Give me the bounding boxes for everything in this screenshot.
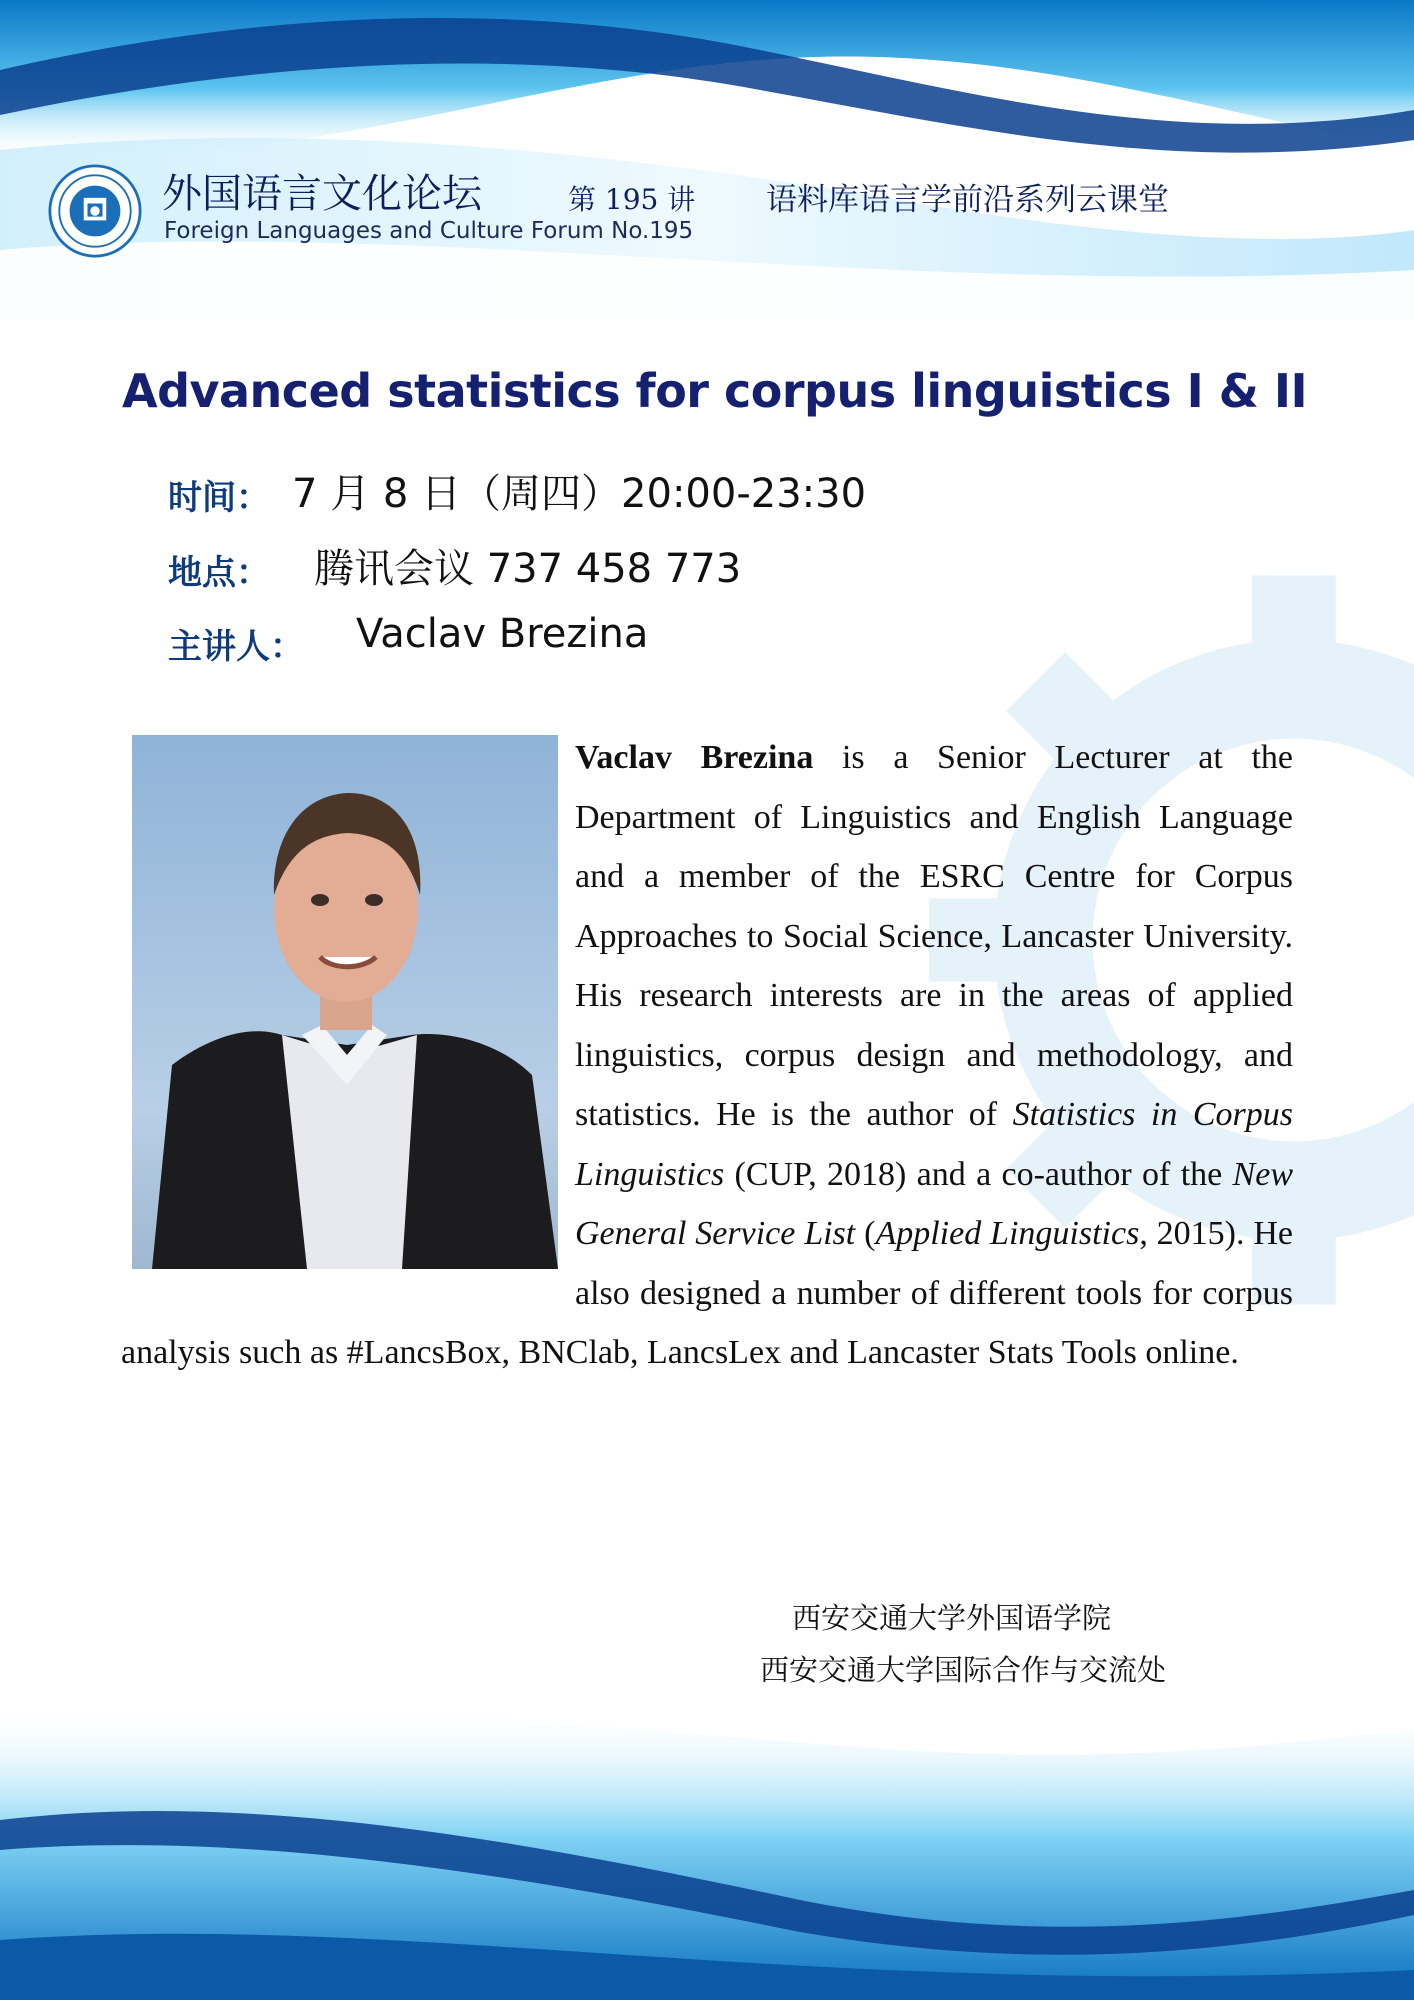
bio-text-1: is a Senior Lecturer at the Department of Linguistics and English Language and a member of the ESRC Centre for Corpus Approaches to Social Science, Lancaster University. His research interests are in the areas of applied linguistics, corpus design and methodology, and statistics. He is the author of [575, 739, 1293, 1133]
bio-name: Vaclav Brezina [575, 739, 814, 776]
photo-spacer [121, 728, 575, 1316]
lecture-number: 第 195 讲 [568, 183, 696, 216]
bio-book-1: Statistics in Corpus Linguistics [575, 1096, 1293, 1193]
speaker-value: Vaclav Brezina [356, 611, 649, 657]
series-title: 语料库语言学前沿系列云课堂 [766, 182, 1169, 218]
talk-title: Advanced statistics for corpus linguistics I & II [122, 364, 1308, 418]
forum-header [48, 162, 1378, 258]
bio-text-2: (CUP, 2018) and a co-author of the [724, 1155, 1233, 1193]
bio-text-4: , 2015). He also designed a number of different tools for corpus analysis such as #LancsBox, BNClab, LancsLex and Lancaster Stats Tools online. [121, 1215, 1294, 1371]
organizer-2: 西安交通大学国际合作与交流处 [760, 1653, 1167, 1687]
speaker-bio [121, 728, 1293, 1383]
bio-journal: Applied Linguistics [875, 1215, 1140, 1252]
bio-book-2: New General Service List [575, 1155, 1293, 1252]
place-label: 地点： [168, 553, 270, 593]
forum-title-en: Foreign Languages and Culture Forum No.195 [164, 218, 694, 244]
organizer-1: 西安交通大学外国语学院 [792, 1601, 1112, 1635]
university-seal-logo [48, 164, 142, 258]
forum-title-cn: 外国语言文化论坛 [162, 171, 482, 217]
speaker-label: 主讲人： [168, 627, 304, 667]
bottom-wave-decoration [0, 1670, 1414, 2000]
time-value: 7 月 8 日（周四）20:00-23:30 [292, 471, 867, 517]
top-wave-decoration [0, 0, 1414, 320]
time-label: 时间： [168, 478, 270, 518]
bio-text-3: ( [855, 1215, 876, 1252]
place-value: 腾讯会议 737 458 773 [314, 546, 742, 592]
